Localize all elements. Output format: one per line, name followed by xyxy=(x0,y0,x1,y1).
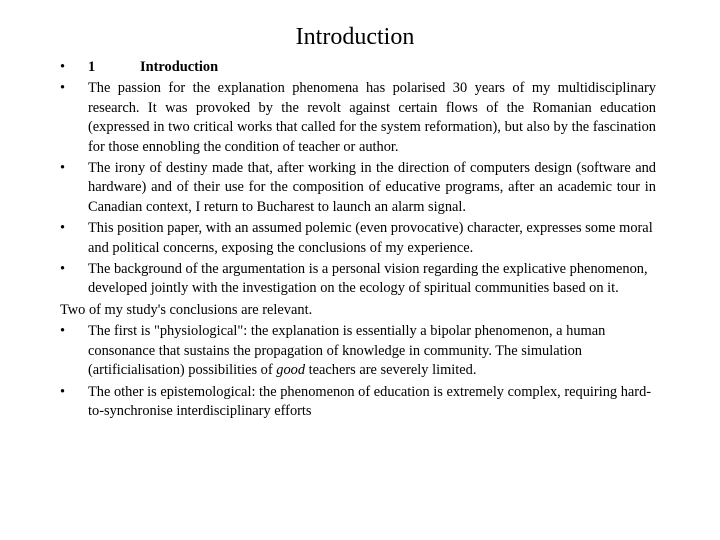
slide-title: Introduction xyxy=(295,24,415,50)
bullet-dot-icon: • xyxy=(60,261,66,278)
bullet-item xyxy=(60,260,656,299)
bullet-item xyxy=(60,159,656,217)
bullet-dot-icon: • xyxy=(60,220,66,237)
bullet-dot-icon: • xyxy=(60,80,66,97)
bullet-dot-icon: • xyxy=(60,59,66,75)
section-label: Introduction xyxy=(140,59,219,75)
bullet-item xyxy=(60,219,656,258)
conclusion-text: The other is epistemological: the phenomenon of education is extremely complex, requiring hard-to-synchronise interdisciplinary efforts xyxy=(88,383,652,419)
conclusion-emphasis: good xyxy=(276,362,306,379)
bullet-item xyxy=(60,79,656,157)
section-heading xyxy=(60,58,656,77)
bullet-dot-icon: • xyxy=(60,383,66,400)
section-number: 1 xyxy=(88,59,96,75)
conclusion-epistemological xyxy=(60,383,656,422)
conclusion-text-after: teachers are severely limited. xyxy=(305,362,477,379)
bullet-text: This position paper, with an assumed polemic (even provocative) character, expresses some moral and political concerns, exposing the conclusions of my experience. xyxy=(88,220,653,256)
bullet-dot-icon: • xyxy=(60,323,66,340)
bullet-text: The passion for the explanation phenomena has polarised 30 years of my multidisciplinary research. It was provoked by the revolt against certain flows of the Romanian education (expressed in two critical works that called for the system reformation), but also by the fascination for those ennobling the condition of teacher or author. xyxy=(88,80,656,155)
slide-body xyxy=(60,58,656,423)
conclusion-physiological xyxy=(60,322,656,380)
conclusions-intro: Two of my study's conclusions are relevant. xyxy=(60,301,313,318)
bullet-dot-icon: • xyxy=(60,160,66,177)
bullet-text: The background of the argumentation is a personal vision regarding the explicative phenomenon, developed jointly with the investigation on the ecology of spiritual communities based on it. xyxy=(88,261,648,297)
conclusion-text-before: The first is "physiological": the explanation is essentially a bipolar phenomenon, a human consonance that sustains the propagation of knowledge in community. The simulation (artificialisation) possibilities of xyxy=(88,323,606,379)
bullet-text: The irony of destiny made that, after working in the direction of computers design (software and hardware) and of their use for the composition of educative programs, after an academic tour in Canadian context, I return to Bucharest to launch an alarm signal. xyxy=(88,160,656,215)
